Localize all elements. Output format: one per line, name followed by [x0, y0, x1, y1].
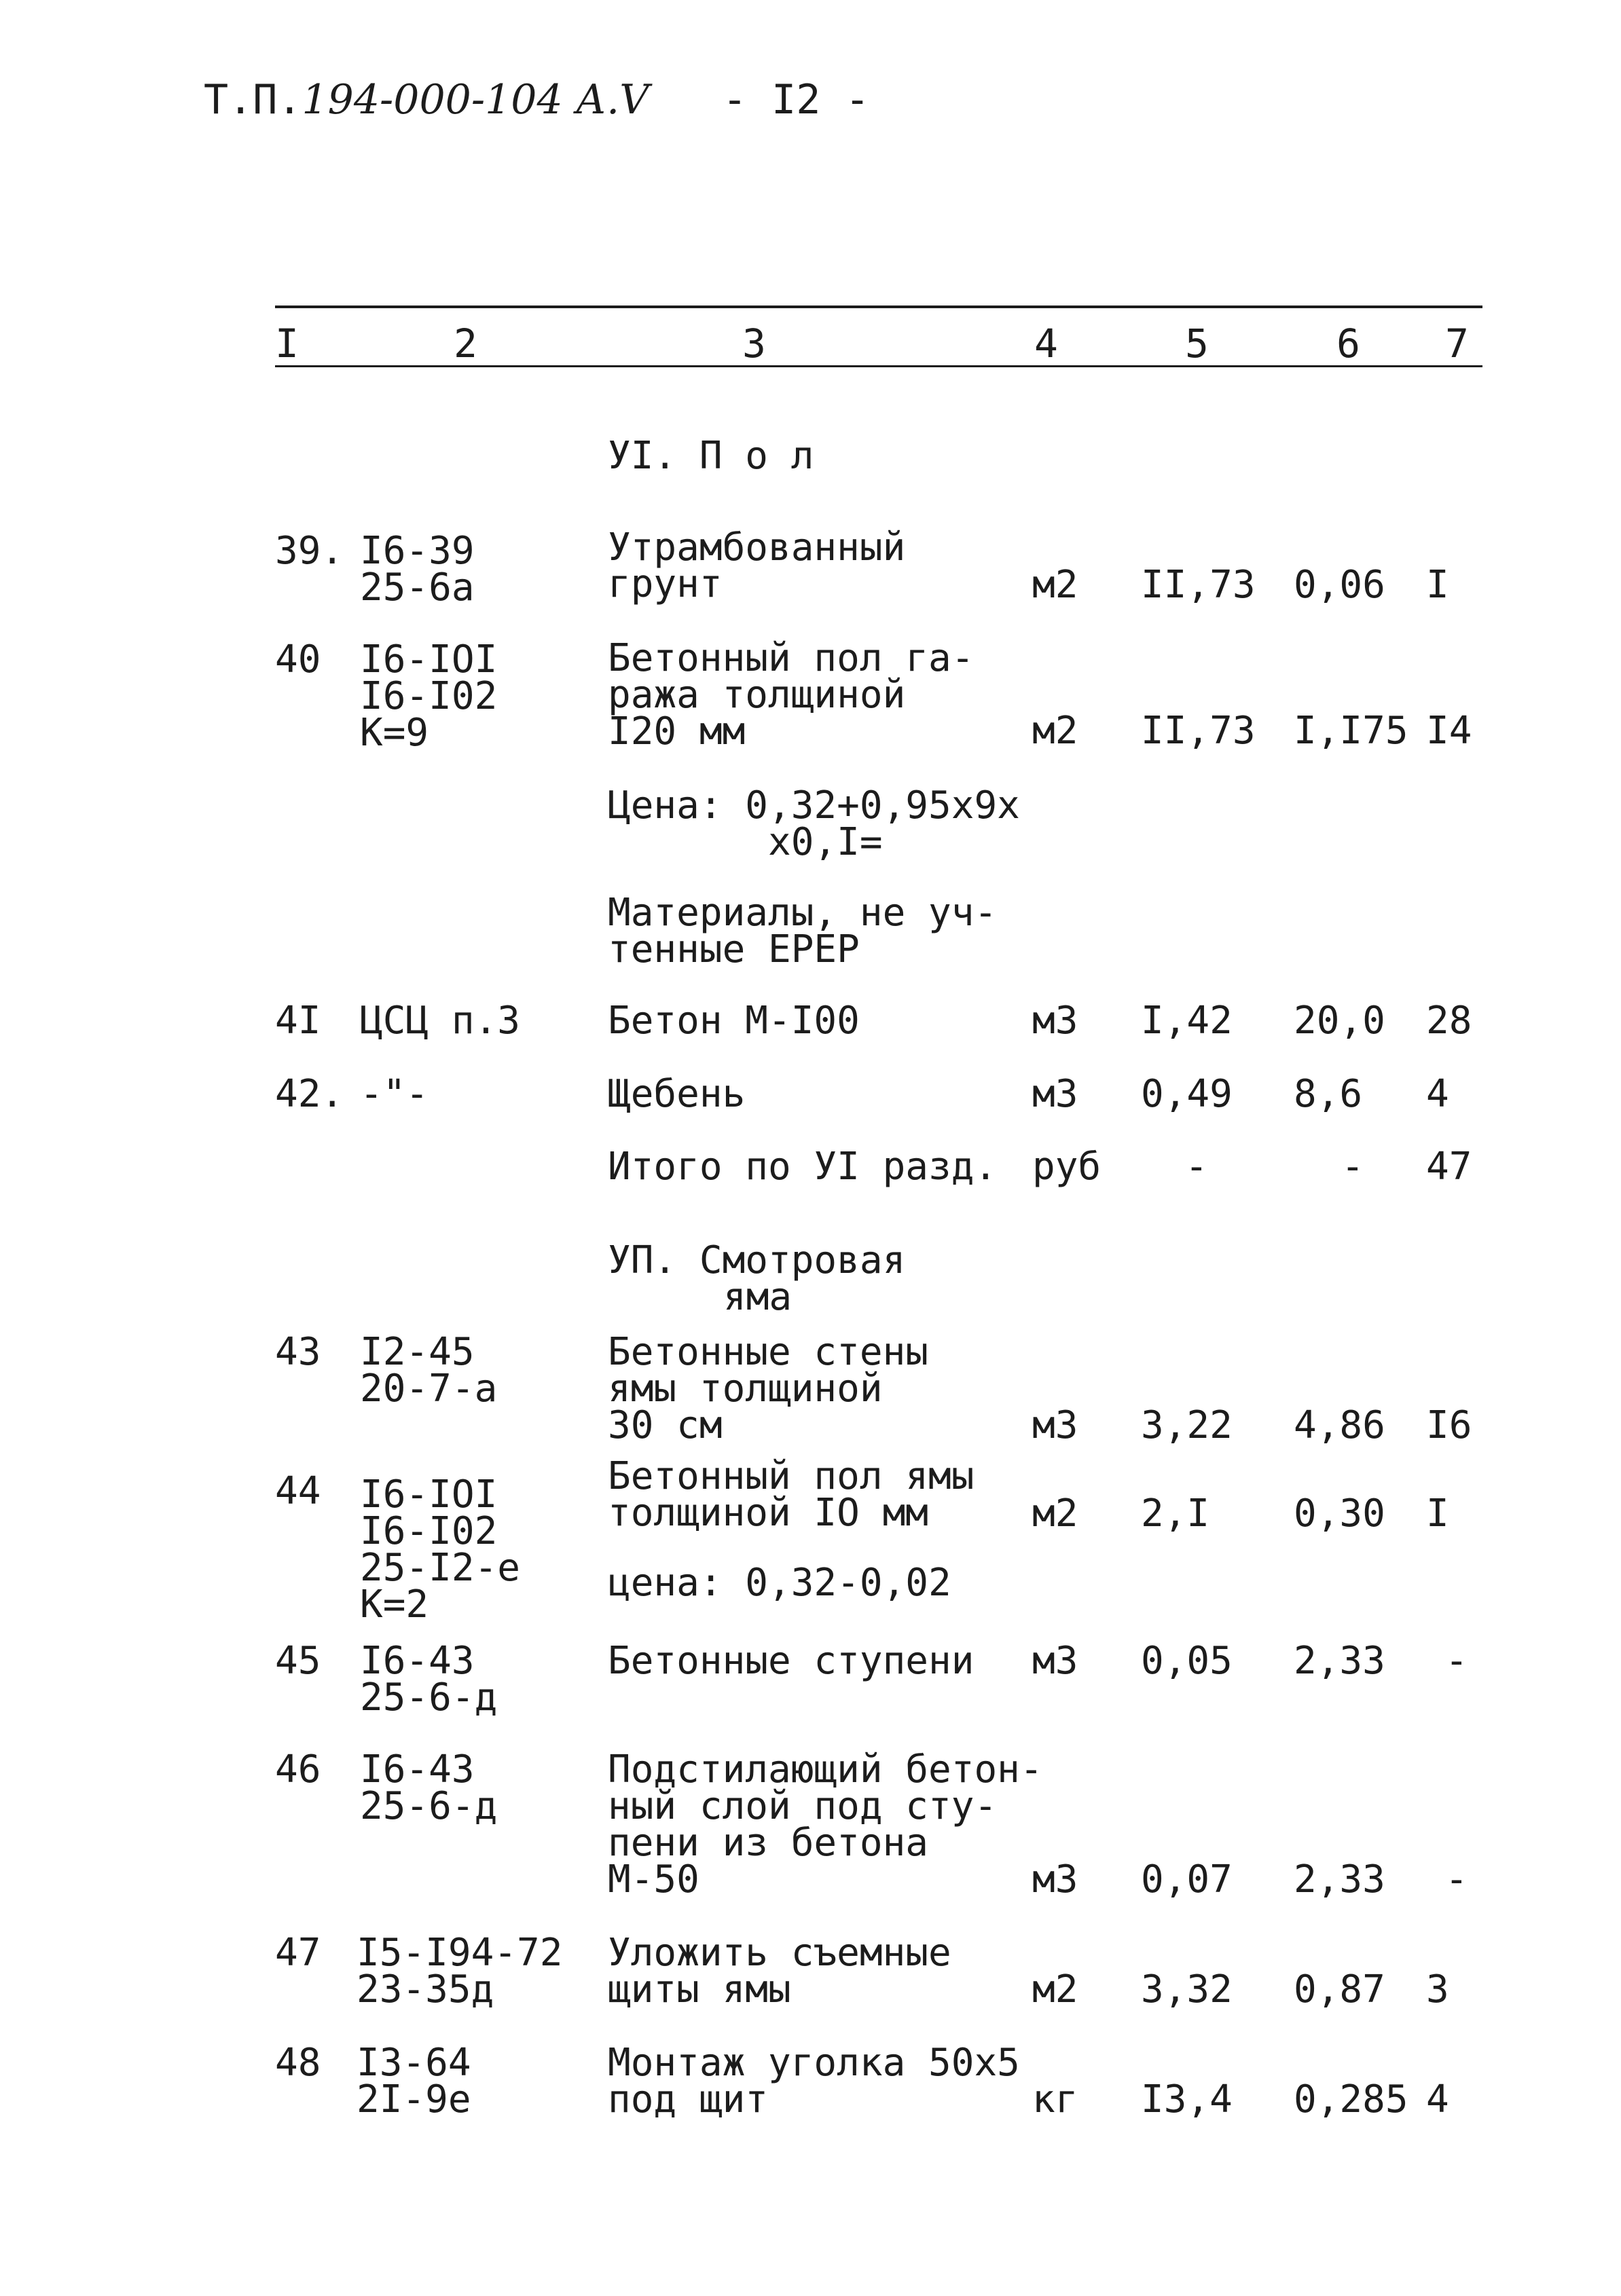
section-title-vii-line2: яма [723, 1275, 793, 1319]
row-total: 4 [1426, 1072, 1449, 1116]
col-number-1: I [275, 320, 299, 367]
row-unit: м3 [1032, 1403, 1078, 1447]
row-quantity: I3,4 [1141, 2077, 1233, 2122]
row-description: Бетонный пол га- ража толщиной I20 мм [608, 636, 975, 754]
row-number: 4I [275, 999, 321, 1043]
row-quantity: II,73 [1141, 709, 1256, 753]
row-total: 4 [1426, 2077, 1449, 2122]
row-unit: кг [1032, 2077, 1078, 2122]
row-total: 28 [1426, 999, 1472, 1043]
row-price: 20,0 [1294, 999, 1385, 1043]
row-number: 42. [275, 1072, 344, 1116]
row-code: I6-IOI I6-I02 К=9 [360, 637, 498, 755]
row-description: Уложить съемные щиты ямы [608, 1931, 951, 2012]
row-unit: м2 [1032, 563, 1078, 607]
row-unit: м2 [1032, 709, 1078, 753]
row-quantity: 3,22 [1141, 1403, 1233, 1447]
row-description: Утрамбованный грунт [608, 525, 906, 606]
row-description: Подстилающий бетон- ный слой под сту- пени из бетона М-50 [608, 1747, 1043, 1902]
price-note: цена: 0,32-0,02 [608, 1561, 951, 1605]
section-title-vii: УП. Смотровая [608, 1238, 906, 1282]
row-number: 43 [275, 1330, 321, 1374]
col-number-6: 6 [1336, 320, 1360, 367]
row-unit: м3 [1032, 1639, 1078, 1683]
row-price: 2,33 [1294, 1639, 1385, 1683]
row-unit: м3 [1032, 999, 1078, 1043]
row-code: I2-45 20-7-а [360, 1330, 498, 1411]
row-price: 0,87 [1294, 1967, 1385, 2012]
row-code: I3-64 2I-9е [357, 2041, 471, 2122]
row-quantity: 2,I [1141, 1492, 1210, 1536]
row-price: 0,285 [1294, 2077, 1408, 2122]
row-unit: м2 [1032, 1967, 1078, 2012]
row-description: Щебень [608, 1072, 746, 1116]
row-price: 4,86 [1294, 1403, 1385, 1447]
col-number-3: 3 [742, 320, 766, 367]
row-price: I,I75 [1294, 709, 1408, 753]
header-doc-code: 194-000-104 А.V [302, 76, 649, 124]
table-top-rule [275, 305, 1482, 308]
row-total: I6 [1426, 1403, 1472, 1447]
col-number-7: 7 [1445, 320, 1469, 367]
row-total: I4 [1426, 709, 1472, 753]
row-number: 45 [275, 1639, 321, 1683]
row-price: 2,33 [1294, 1857, 1385, 1902]
row-unit: м3 [1032, 1857, 1078, 1902]
subtotal-label: Итого по УI разд. [608, 1145, 998, 1189]
row-code: I6-IOI I6-I02 25-I2-е К=2 [360, 1473, 521, 1627]
row-code: I6-39 25-6а [360, 529, 475, 610]
row-description: Бетонные стены ямы толщиной 30 см [608, 1330, 929, 1447]
row-description: Бетон М-I00 [608, 999, 860, 1043]
row-number: 39. [275, 529, 344, 573]
row-description: Бетонный пол ямы толщиной IO мм [608, 1454, 975, 1535]
subtotal-total: 47 [1426, 1145, 1472, 1189]
row-code: I5-I94-72 23-35д [357, 1931, 563, 2012]
page-number: - I2 - [722, 76, 870, 124]
section-title-vi: УI. П о л [608, 434, 814, 478]
row-price: 8,6 [1294, 1072, 1363, 1116]
subtotal-quantity: - [1185, 1145, 1208, 1189]
row-code: -"- [360, 1072, 429, 1116]
row-quantity: 0,49 [1141, 1072, 1233, 1116]
row-description: Монтаж уголка 50х5 под щит [608, 2041, 1020, 2122]
row-quantity: II,73 [1141, 563, 1256, 607]
header-prefix: Т.П. [204, 76, 302, 124]
row-number: 40 [275, 637, 321, 682]
row-price: 0,06 [1294, 563, 1385, 607]
row-description: Бетонные ступени [608, 1639, 975, 1683]
row-price: 0,30 [1294, 1492, 1385, 1536]
row-quantity: I,42 [1141, 999, 1233, 1043]
price-note: Цена: 0,32+0,95х9х х0,I= [608, 783, 1020, 864]
col-number-4: 4 [1034, 320, 1058, 367]
row-quantity: 3,32 [1141, 1967, 1233, 2012]
col-number-2: 2 [454, 320, 477, 367]
row-code: I6-43 25-6-д [360, 1747, 498, 1828]
subtotal-price: - [1341, 1145, 1364, 1189]
row-code: ЦСЦ п.3 [360, 999, 521, 1043]
row-quantity: 0,07 [1141, 1857, 1233, 1902]
row-code: I6-43 25-6-д [360, 1639, 498, 1720]
page-header [204, 76, 870, 124]
row-total: - [1445, 1639, 1468, 1683]
row-unit: м2 [1032, 1492, 1078, 1536]
subtotal-unit: руб [1032, 1145, 1101, 1189]
row-number: 47 [275, 1931, 321, 1975]
row-quantity: 0,05 [1141, 1639, 1233, 1683]
row-total: 3 [1426, 1967, 1449, 2012]
row-total: I [1426, 563, 1449, 607]
row-number: 46 [275, 1747, 321, 1792]
row-number: 48 [275, 2041, 321, 2085]
col-number-5: 5 [1185, 320, 1209, 367]
materials-note: Материалы, не уч- тенные ЕРЕР [608, 891, 998, 971]
row-unit: м3 [1032, 1072, 1078, 1116]
row-total: I [1426, 1492, 1449, 1536]
row-total: - [1445, 1857, 1468, 1902]
row-number: 44 [275, 1469, 321, 1513]
